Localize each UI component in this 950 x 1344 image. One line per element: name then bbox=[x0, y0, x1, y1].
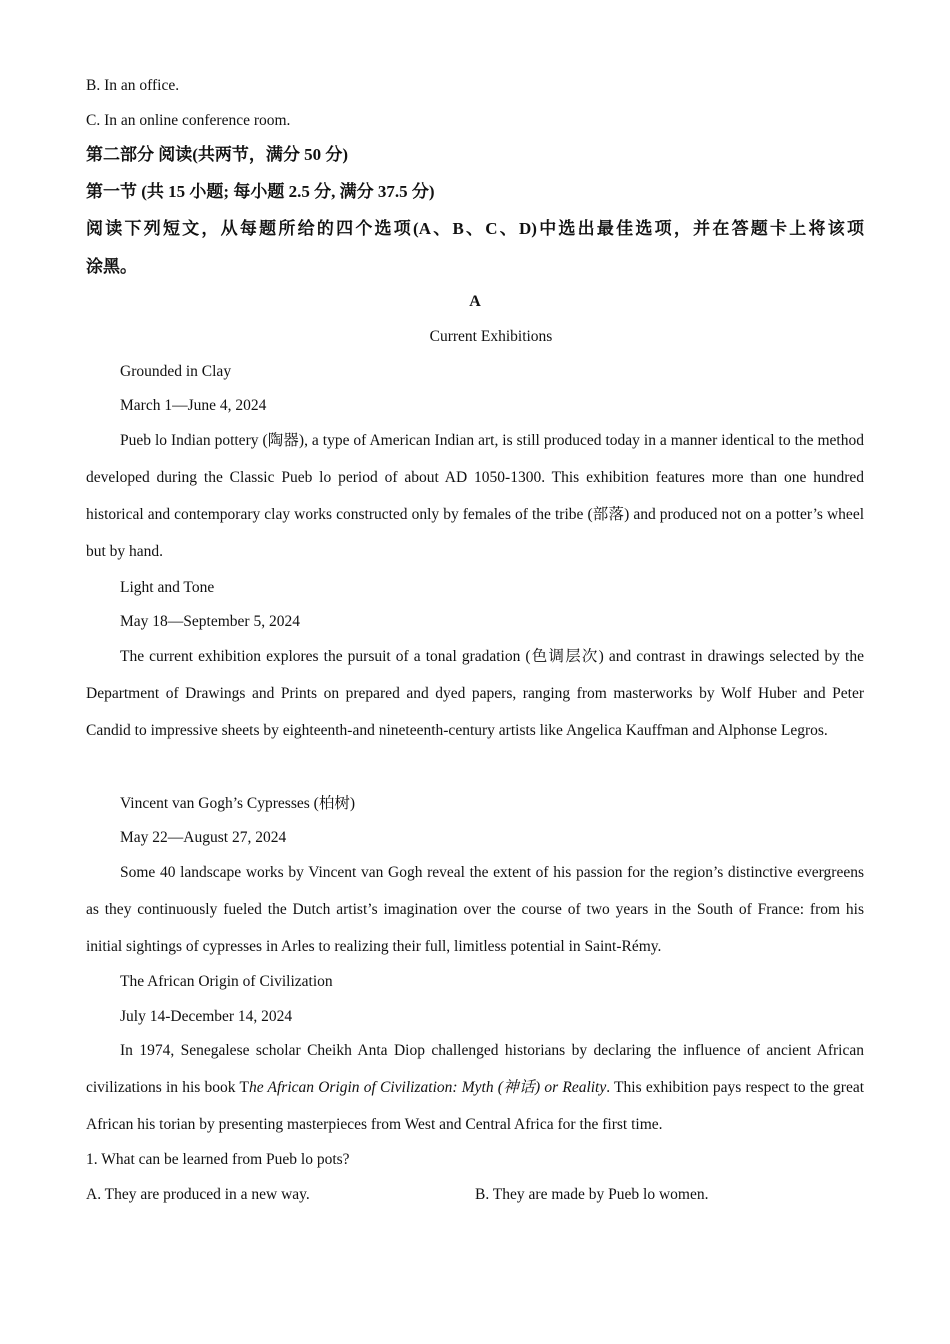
option-b-previous: B. In an office. bbox=[86, 77, 180, 94]
exhibition-3-text: Some 40 landscape works by Vincent van Gogh reveal the extent of his passion for the region’s distinctive evergreens as they continuously fueled the Dutch artist’s imagination over the course of two years in the South of France: from his initial sightings of cypresses in Arles to realizing their full, limitless potential in Saint-Rémy. bbox=[86, 864, 864, 955]
exhibition-3-description bbox=[86, 854, 864, 965]
question-1-stem: 1. What can be learned from Pueb lo pots? bbox=[86, 1151, 350, 1168]
part-title: 第二部分 阅读(共两节，满分 50 分) bbox=[86, 145, 349, 164]
book-title: he African Origin of Civilization: Myth (神话) or Reality bbox=[248, 1079, 607, 1096]
exhibition-4-text-after: . This exhibition pays respect to the great African his torian by presenting masterpieces from West and Central Africa for the first time. bbox=[86, 1079, 865, 1133]
exhibition-4-description bbox=[86, 1032, 864, 1143]
exhibition-1-description bbox=[86, 422, 864, 570]
question-1-option-b: B. They are made by Pueb lo women. bbox=[475, 1186, 709, 1203]
exhibition-4-dates: July 14-December 14, 2024 bbox=[120, 1008, 293, 1025]
instruction-line-1: 阅读下列短文，从每题所给的四个选项(A、B、C、D)中选出最佳选项，并在答题卡上将该项 bbox=[86, 219, 864, 238]
exhibition-3-dates: May 22—August 27, 2024 bbox=[120, 829, 287, 846]
exhibition-2-text: The current exhibition explores the pursuit of a tonal gradation (色调层次) and contrast in drawings selected by the Department of Drawings and Prints on prepared and dyed papers, ranging from masterworks by Wolf Huber and Peter Candid to impressive sheets by eighteenth-and nineteenth-century artists like Angelica Kauffman and Alphonse Legros. bbox=[86, 648, 864, 739]
passage-title: Current Exhibitions bbox=[429, 328, 553, 345]
passage-letter: A bbox=[469, 293, 481, 310]
instruction-line-2: 涂黑。 bbox=[86, 257, 137, 276]
exhibition-4-text-before: In 1974, Senegalese scholar Cheikh Anta Diop challenged historians by declaring the influence of ancient African civilizations in his book T bbox=[86, 1042, 864, 1096]
option-c-previous: C. In an online conference room. bbox=[86, 112, 291, 129]
exhibition-1-dates: March 1—June 4, 2024 bbox=[120, 397, 267, 414]
exhibition-4-name: The African Origin of Civilization bbox=[120, 973, 333, 990]
exhibition-3-name: Vincent van Gogh’s Cypresses (柏树) bbox=[120, 795, 355, 812]
exhibition-2-name: Light and Tone bbox=[120, 579, 215, 596]
question-1-option-a: A. They are produced in a new way. bbox=[86, 1186, 310, 1203]
exhibition-2-description bbox=[86, 638, 864, 749]
exhibition-4-text bbox=[86, 1032, 864, 1143]
exhibition-1-name: Grounded in Clay bbox=[120, 363, 232, 380]
section-title: 第一节 (共 15 小题; 每小题 2.5 分, 满分 37.5 分) bbox=[86, 182, 435, 201]
exhibition-2-dates: May 18—September 5, 2024 bbox=[120, 613, 300, 630]
exhibition-1-text: Pueb lo Indian pottery (陶器), a type of American Indian art, is still produced today in a manner identical to the method developed during the Classic Pueb lo period of about AD 1050-1300. This exhibition features more than one hundred historical and contemporary clay works constructed only by females of the tribe (部落) and produced not on a potter’s wheel but by hand. bbox=[86, 432, 864, 560]
